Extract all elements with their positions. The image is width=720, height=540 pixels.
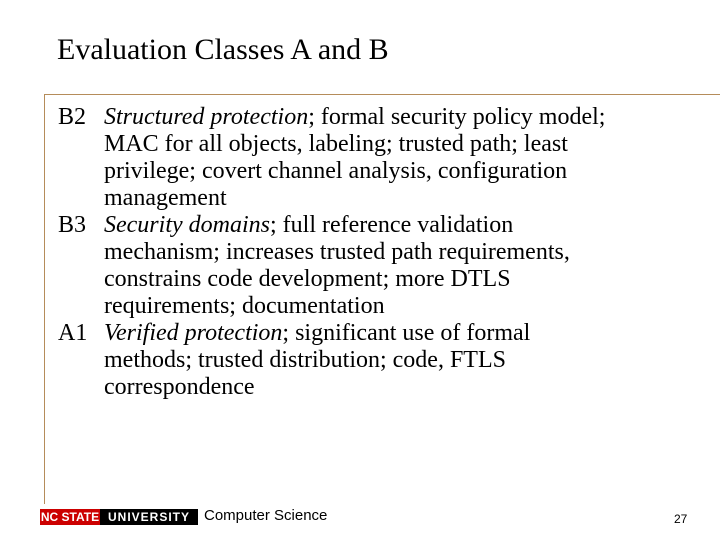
class-code: B3 bbox=[58, 212, 87, 238]
logo-university-text: UNIVERSITY bbox=[100, 509, 198, 525]
description-line bbox=[104, 320, 710, 347]
class-code: B2 bbox=[58, 104, 87, 130]
slide-title: Evaluation Classes A and B bbox=[57, 33, 389, 66]
evaluation-class-list bbox=[58, 104, 710, 401]
description-line: constrains code development; more DTLS bbox=[104, 266, 511, 292]
list-item-a1 bbox=[58, 320, 710, 401]
class-description bbox=[104, 320, 710, 401]
class-name: Structured protection bbox=[104, 104, 309, 130]
list-item-b2 bbox=[58, 104, 710, 212]
page-number: 27 bbox=[674, 512, 688, 526]
class-code: A1 bbox=[58, 320, 88, 346]
ncsu-logo bbox=[40, 509, 198, 525]
description-line: requirements; documentation bbox=[104, 293, 385, 319]
list-item-b3 bbox=[58, 212, 710, 320]
department-label: Computer Science bbox=[204, 507, 328, 524]
class-description bbox=[104, 212, 710, 320]
description-line bbox=[104, 104, 710, 131]
description-line: mechanism; increases trusted path requirements, bbox=[104, 239, 570, 265]
description-line: management bbox=[104, 185, 227, 211]
description-text: ; significant use of formal bbox=[282, 320, 531, 346]
description-text: ; formal security policy model; bbox=[308, 104, 606, 130]
description-line: correspondence bbox=[104, 374, 255, 400]
description-text: ; full reference validation bbox=[269, 212, 514, 238]
vertical-rule bbox=[44, 94, 45, 504]
description-line bbox=[104, 212, 710, 239]
description-line: privilege; covert channel analysis, configuration bbox=[104, 158, 568, 184]
description-line: methods; trusted distribution; code, FTLS bbox=[104, 347, 506, 373]
horizontal-rule bbox=[44, 94, 720, 95]
footer bbox=[40, 509, 720, 525]
description-line: MAC for all objects, labeling; trusted path; least bbox=[104, 131, 568, 157]
class-name: Security domains bbox=[104, 212, 270, 238]
logo-state-text: NC STATE bbox=[40, 510, 100, 524]
class-name: Verified protection bbox=[104, 320, 283, 346]
class-description bbox=[104, 104, 710, 212]
